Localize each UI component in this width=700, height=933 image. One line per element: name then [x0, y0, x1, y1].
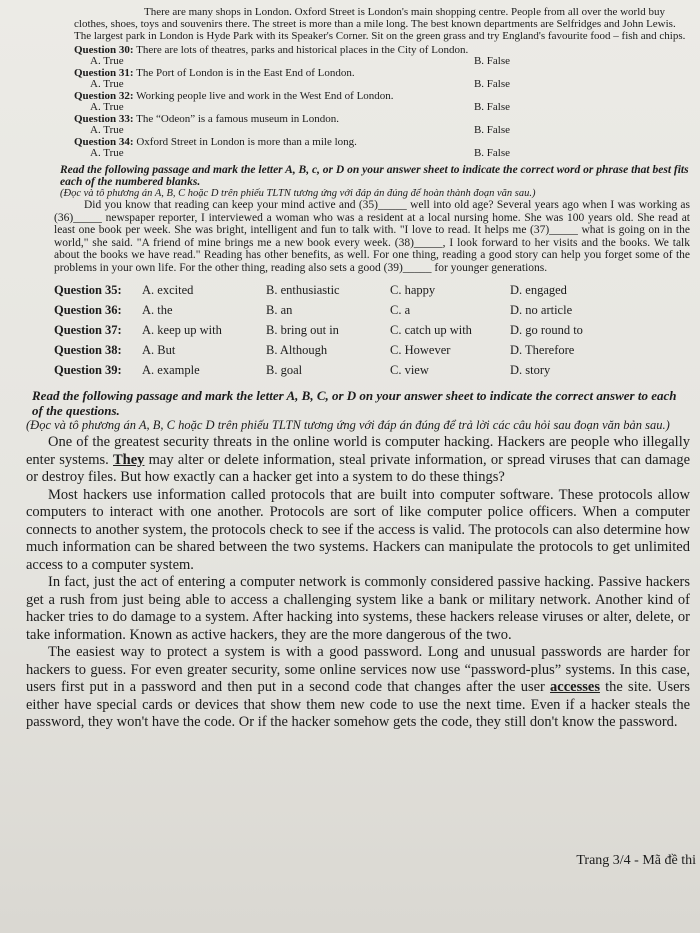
- option-d: D. no article: [510, 303, 573, 317]
- intro-passage: There are many shops in London. Oxford Street is London's main shopping centre. People from all over the world buy clothes, shoes, toys and souvenirs there. The street is more than a mile long. The best known departments are Selfridges and John Lewis. The largest park in London is Hyde Park with its Speaker's Corner. Sit on the green grass and try England's favourite food – fish and chips.: [74, 6, 686, 42]
- question-text: Oxford Street in London is more than a mile long.: [136, 136, 357, 148]
- question-label: Question 37:: [54, 323, 122, 337]
- option-c: C. catch up with: [390, 323, 472, 337]
- tf-question: [26, 136, 690, 159]
- option-d: D. Therefore: [510, 343, 575, 357]
- mc-question-row: [54, 300, 620, 320]
- mc-question-table: [54, 280, 620, 380]
- question-label: Question 38:: [54, 343, 122, 357]
- option-true: A. True: [90, 78, 124, 90]
- option-a: A. keep up with: [142, 323, 222, 337]
- tf-question: [26, 90, 690, 113]
- instruction-reading-vn: (Đọc và tô phương án A, B, C hoặc D trên phiếu TLTN tương ứng với đáp án đúng để trả lời các câu hỏi sau đoạn văn bản sau.): [26, 418, 670, 432]
- question-text: Working people live and work in the West End of London.: [136, 90, 394, 102]
- option-a: A. the: [142, 303, 173, 317]
- option-false: B. False: [473, 55, 510, 67]
- tf-question: [26, 67, 690, 90]
- option-d: D. story: [510, 363, 551, 377]
- option-b: B. an: [266, 303, 293, 317]
- instruction-reading: Read the following passage and mark the letter A, B, C, or D on your answer sheet to indicate the correct answer to each of the questions.: [32, 388, 677, 418]
- option-b: B. Although: [266, 343, 328, 357]
- option-false: B. False: [473, 147, 510, 159]
- option-b: B. bring out in: [266, 323, 339, 337]
- page-footer: Trang 3/4 - Mã đề thi: [576, 853, 696, 868]
- underlined-word-accesses: accesses: [550, 679, 600, 695]
- question-label: Question 30:: [74, 44, 134, 56]
- option-true: A. True: [90, 147, 124, 159]
- option-c: C. happy: [390, 283, 436, 297]
- option-true: A. True: [90, 101, 124, 113]
- question-text: The “Odeon” is a famous museum in London.: [136, 113, 340, 125]
- question-label: Question 31:: [74, 67, 134, 79]
- option-a: A. excited: [142, 283, 194, 297]
- question-label: Question 39:: [54, 363, 122, 377]
- option-b: B. enthusiastic: [266, 283, 340, 297]
- question-label: Question 36:: [54, 303, 122, 317]
- paragraph-1: One of the greatest security threats in the online world is computer hacking. Hackers are people who illegally enter systems. They may alter or delete information, steal private information, or spread viruses that can damage or destroy files. But how exactly can a hacker get into a system to do these things?: [26, 434, 691, 485]
- option-d: D. engaged: [510, 283, 567, 297]
- paragraph-4: The easiest way to protect a system is with a good password. Long and unusual passwords are harder for hackers to guess. For even greater security, some online services now use “password-plus” systems. In this case, users first put in a password and then put in a second code that changes after the user accesses the site. Users either have special cards or devices that show them new code to use the next time. Even if a hacker steals the password, they won't have the code. Or if the hacker somehow gets the code, they still don't know the password.: [26, 644, 691, 730]
- option-false: B. False: [473, 78, 510, 90]
- option-true: A. True: [90, 124, 124, 136]
- question-label: Question 35:: [54, 283, 122, 297]
- cloze-text: Did you know that reading can keep your mind active and (35)_____ well into old age? Several years ago when I was working as (36)_____ newspaper reporter, I interviewed a woman who was a resident at a local nursing home. She was 100 years old. She read at least one book per week. She was bright, intelligent and fun to talk with. "I love to read. It helps me (37)_____ what is going on in the world," she said. "A friend of mine brings me a new book every week. (38)_____, I look forward to her visits and the books. We talk about the books we have read." Reading has other benefits, as well. For one thing, reading a good story can help you forget some of the problems in your own life. For the other thing, reading also sets a good (39)_____ for younger generations.: [54, 199, 690, 274]
- option-a: A. example: [142, 363, 200, 377]
- option-a: A. But: [142, 343, 176, 357]
- paragraph-3: In fact, just the act of entering a computer network is commonly considered passive hacking. Passive hackers get a rush from just being able to access a challenging system like a bank or military network. Another kind of hacker tries to do damage to a system. After hacking into systems, these hackers release viruses or alter, delete, or take information. Known as active hackers, they are the more dangerous of the two.: [26, 574, 690, 643]
- question-label: Question 32:: [74, 90, 134, 102]
- mc-question-row: [54, 340, 620, 360]
- tf-question-list: [26, 44, 690, 159]
- option-d: D. go round to: [510, 323, 583, 337]
- option-false: B. False: [473, 101, 510, 113]
- paragraph-2: Most hackers use information called protocols that are built into computer software. These protocols allow computers to interact with one another. Protocols are sort of like computer police officers. When a computer connects to another system, the protocols check to see if the access is valid. The protocols can also determine how much information can be shared between the two systems. Hackers can manipulate the protocols to get unlimited access to a computer system.: [26, 486, 690, 573]
- mc-question-row: [54, 280, 620, 300]
- question-label: Question 33:: [74, 113, 134, 125]
- underlined-word-they: They: [113, 451, 145, 468]
- question-text: There are lots of theatres, parks and historical places in the City of London.: [136, 44, 469, 56]
- mc-question-row: [54, 360, 620, 380]
- cloze-passage: [54, 199, 690, 274]
- option-b: B. goal: [266, 363, 303, 377]
- option-false: B. False: [473, 124, 510, 136]
- instruction-cloze: Read the following passage and mark the letter A, B, c, or D on your answer sheet to indicate the correct word or phrase that best fits each of the numbered blanks.: [60, 164, 689, 188]
- instruction-cloze-vn: (Đọc và tô phương án A, B, C hoặc D trên phiếu TLTN tương ứng với đáp án đúng để hoàn thành đoạn văn sau.): [60, 188, 536, 199]
- question-text: The Port of London is in the East End of London.: [136, 67, 355, 79]
- option-c: C. However: [390, 343, 451, 357]
- option-true: A. True: [90, 55, 124, 67]
- mc-question-row: [54, 320, 620, 340]
- question-label: Question 34:: [74, 136, 134, 148]
- reading-passage: [26, 434, 690, 732]
- tf-question: [26, 113, 690, 136]
- option-c: C. view: [390, 363, 429, 377]
- tf-question: [26, 44, 690, 67]
- option-c: C. a: [390, 303, 411, 317]
